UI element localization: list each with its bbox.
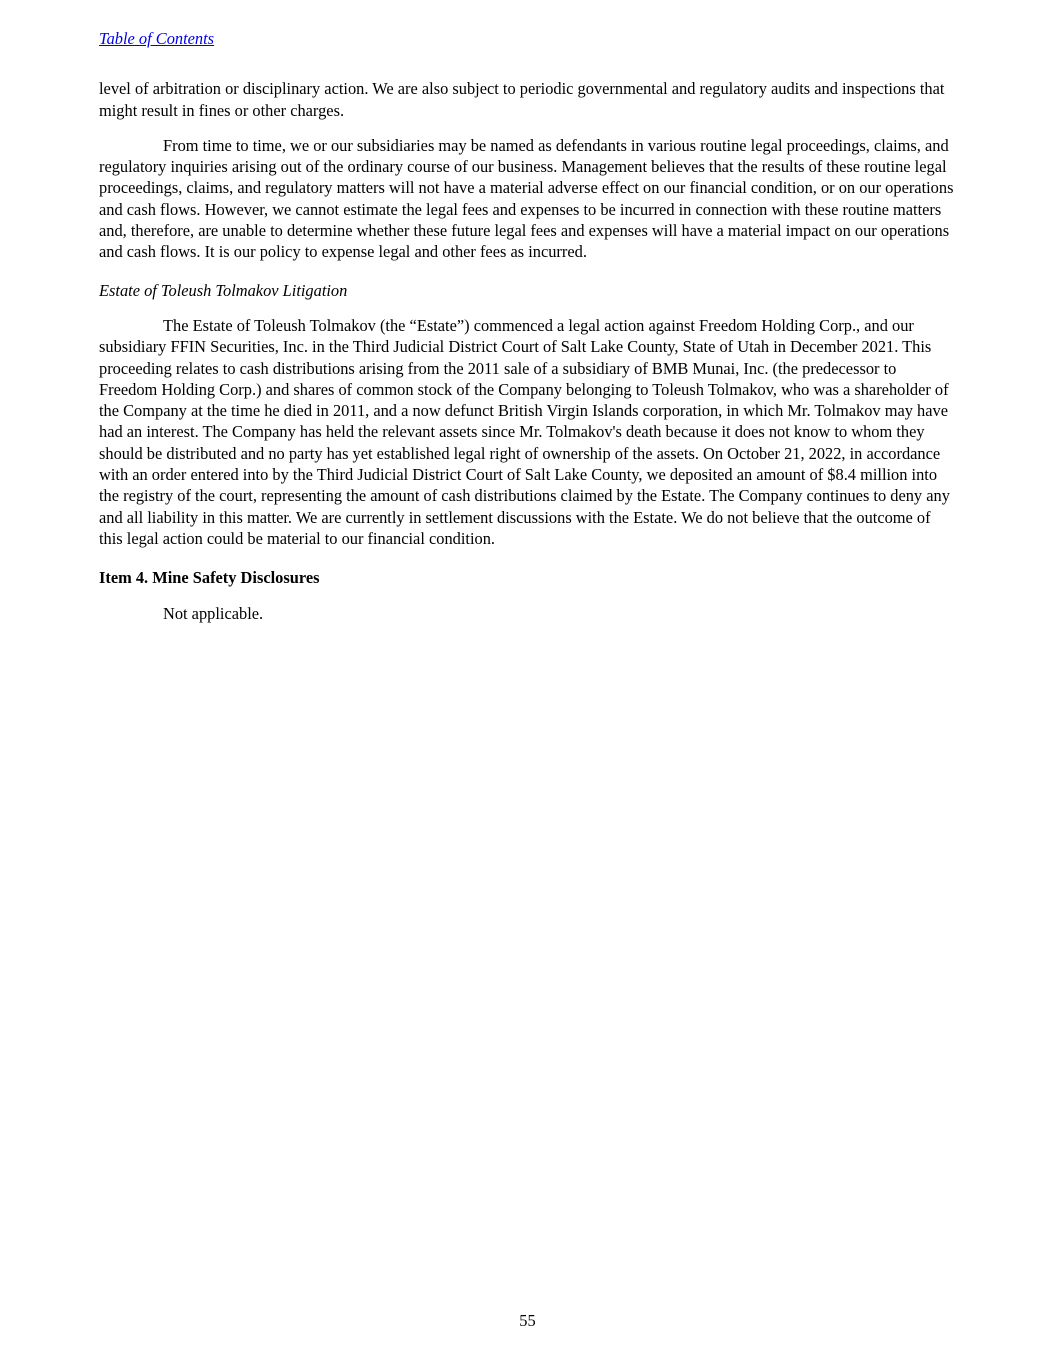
litigation-section-heading: Estate of Toleush Tolmakov Litigation <box>99 280 348 300</box>
page-number: 55 <box>519 1311 536 1330</box>
item-4-heading: Item 4. Mine Safety Disclosures <box>99 568 320 588</box>
document-content <box>99 28 955 624</box>
paragraph-tolmakov-litigation: The Estate of Toleush Tolmakov (the “Estate”) commenced a legal action against Freedom Holding Corp., and our subsidiary FFIN Securities, Inc. in the Third Judicial District Court of Salt Lake County, State of Utah in December 2021. This proceeding relates to cash distributions arising from the 2011 sale of a subsidiary of BMB Munai, Inc. (the predecessor to Freedom Holding Corp.) and shares of common stock of the Company belonging to Toleush Tolmakov, who was a shareholder of the Company at the time he died in 2011, and a now defunct British Virgin Islands corporation, in which Mr. Tolmakov may have had an interest. The Company has held the relevant assets since Mr. Tolmakov's death because it does not know to whom they should be distributed and no party has yet established legal right of ownership of the assets. On October 21, 2022, in accordance with an order entered into by the Third Judicial District Court of Salt Lake County, we deposited an amount of $8.4 million into the registry of the court, representing the amount of cash distributions claimed by the Estate. The Company continues to deny any and all liability in this matter. We are currently in settlement discussions with the Estate. We do not believe that the outcome of this legal action could be material to our financial condition. <box>99 315 950 548</box>
table-of-contents-link[interactable]: Table of Contents <box>99 29 215 48</box>
paragraph-routine-legal-proceedings: From time to time, we or our subsidiaries may be named as defendants in various routine legal proceedings, claims, and regulatory inquiries arising out of the ordinary course of our business. Management believes that the results of these routine legal proceedings, claims, and regulatory matters will not have a material adverse effect on our financial condition, or on our operations and cash flows. However, we cannot estimate the legal fees and expenses to be incurred in connection with these routine matters and, therefore, are unable to determine whether these future legal fees and expenses will have a material impact on our operations and cash flows. It is our policy to expense legal and other fees as incurred. <box>99 135 954 262</box>
paragraph-regulatory-continuation: level of arbitration or disciplinary action. We are also subject to periodic governmental and regulatory audits and inspections that might result in fines or other charges. <box>99 79 945 120</box>
item-4-body-text: Not applicable. <box>163 603 264 623</box>
